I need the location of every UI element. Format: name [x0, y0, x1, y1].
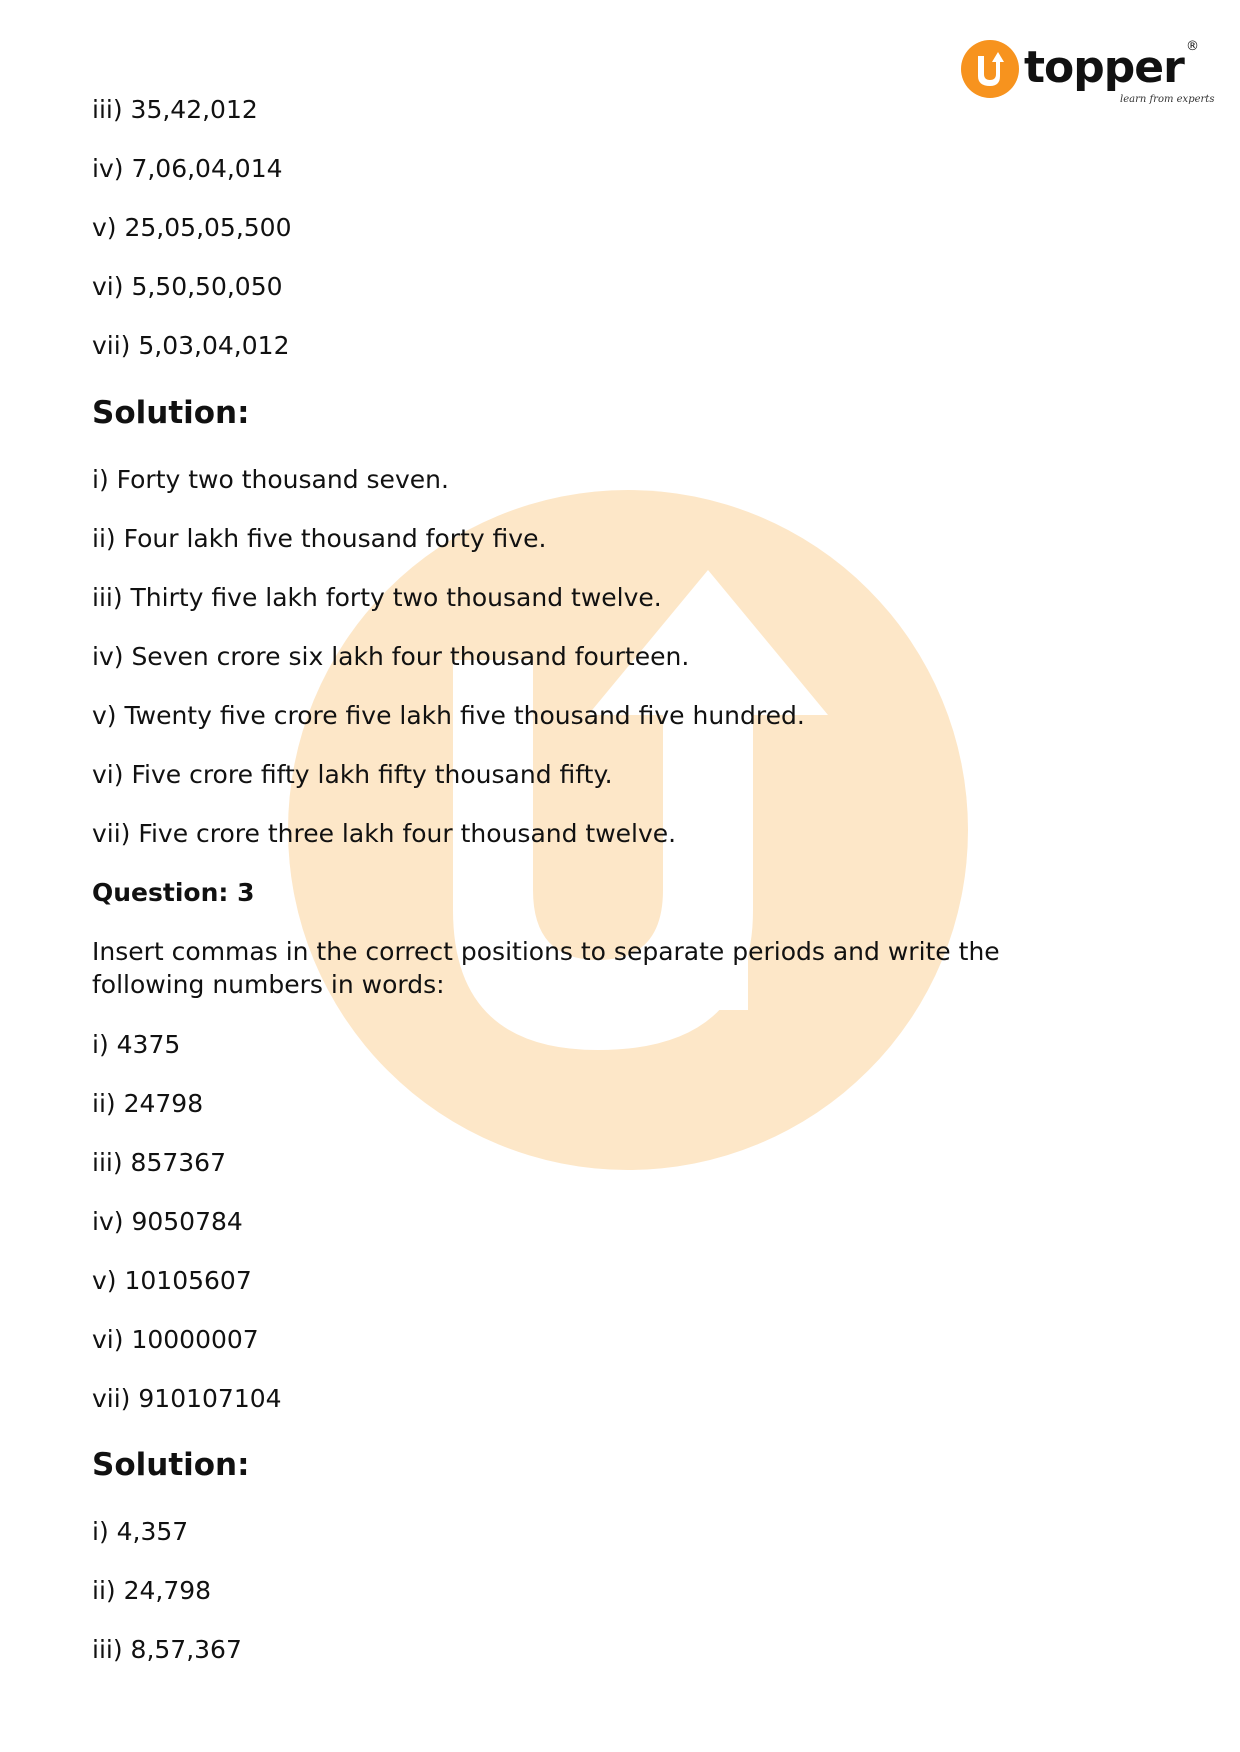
question-item: iv) 9050784: [92, 1207, 243, 1236]
solution-item: vii) Five crore three lakh four thousand twelve.: [92, 819, 677, 848]
topper-logo: [960, 36, 1215, 112]
question-heading: Question: 3: [92, 878, 255, 907]
question-item: vii) 910107104: [92, 1384, 282, 1413]
solution-item: iv) Seven crore six lakh four thousand fourteen.: [92, 642, 690, 671]
solution-item: ii) 24,798: [92, 1576, 212, 1605]
question-item: i) 4375: [92, 1030, 181, 1059]
solution-item: vi) Five crore fifty lakh fifty thousand fifty.: [92, 760, 613, 789]
topper-logo-badge-icon: [961, 40, 1019, 98]
given-item: iv) 7,06,04,014: [92, 154, 283, 183]
topper-logo-wordmark: topper: [1024, 42, 1184, 93]
solution-item: iii) Thirty five lakh forty two thousand twelve.: [92, 583, 662, 612]
given-item: v) 25,05,05,500: [92, 213, 292, 242]
solution-item: iii) 8,57,367: [92, 1635, 242, 1664]
solution-item: ii) Four lakh five thousand forty five.: [92, 524, 547, 553]
question-item: v) 10105607: [92, 1266, 252, 1295]
question-item: ii) 24798: [92, 1089, 204, 1118]
given-item: vii) 5,03,04,012: [92, 331, 290, 360]
given-item: iii) 35,42,012: [92, 95, 258, 124]
topper-logo-tagline: learn from experts: [1120, 94, 1215, 105]
question-item: iii) 857367: [92, 1148, 226, 1177]
solution-heading: Solution:: [92, 1447, 250, 1483]
question-text: Insert commas in the correct positions to separate periods and write the following numbers in words:: [92, 937, 1000, 999]
given-item: vi) 5,50,50,050: [92, 272, 283, 301]
solution-item: i) 4,357: [92, 1517, 189, 1546]
question-item: vi) 10000007: [92, 1325, 259, 1354]
solution-heading: Solution:: [92, 395, 250, 431]
solution-item: v) Twenty five crore five lakh five thousand five hundred.: [92, 701, 805, 730]
registered-mark: ®: [1186, 39, 1199, 54]
solution-item: i) Forty two thousand seven.: [92, 465, 449, 494]
